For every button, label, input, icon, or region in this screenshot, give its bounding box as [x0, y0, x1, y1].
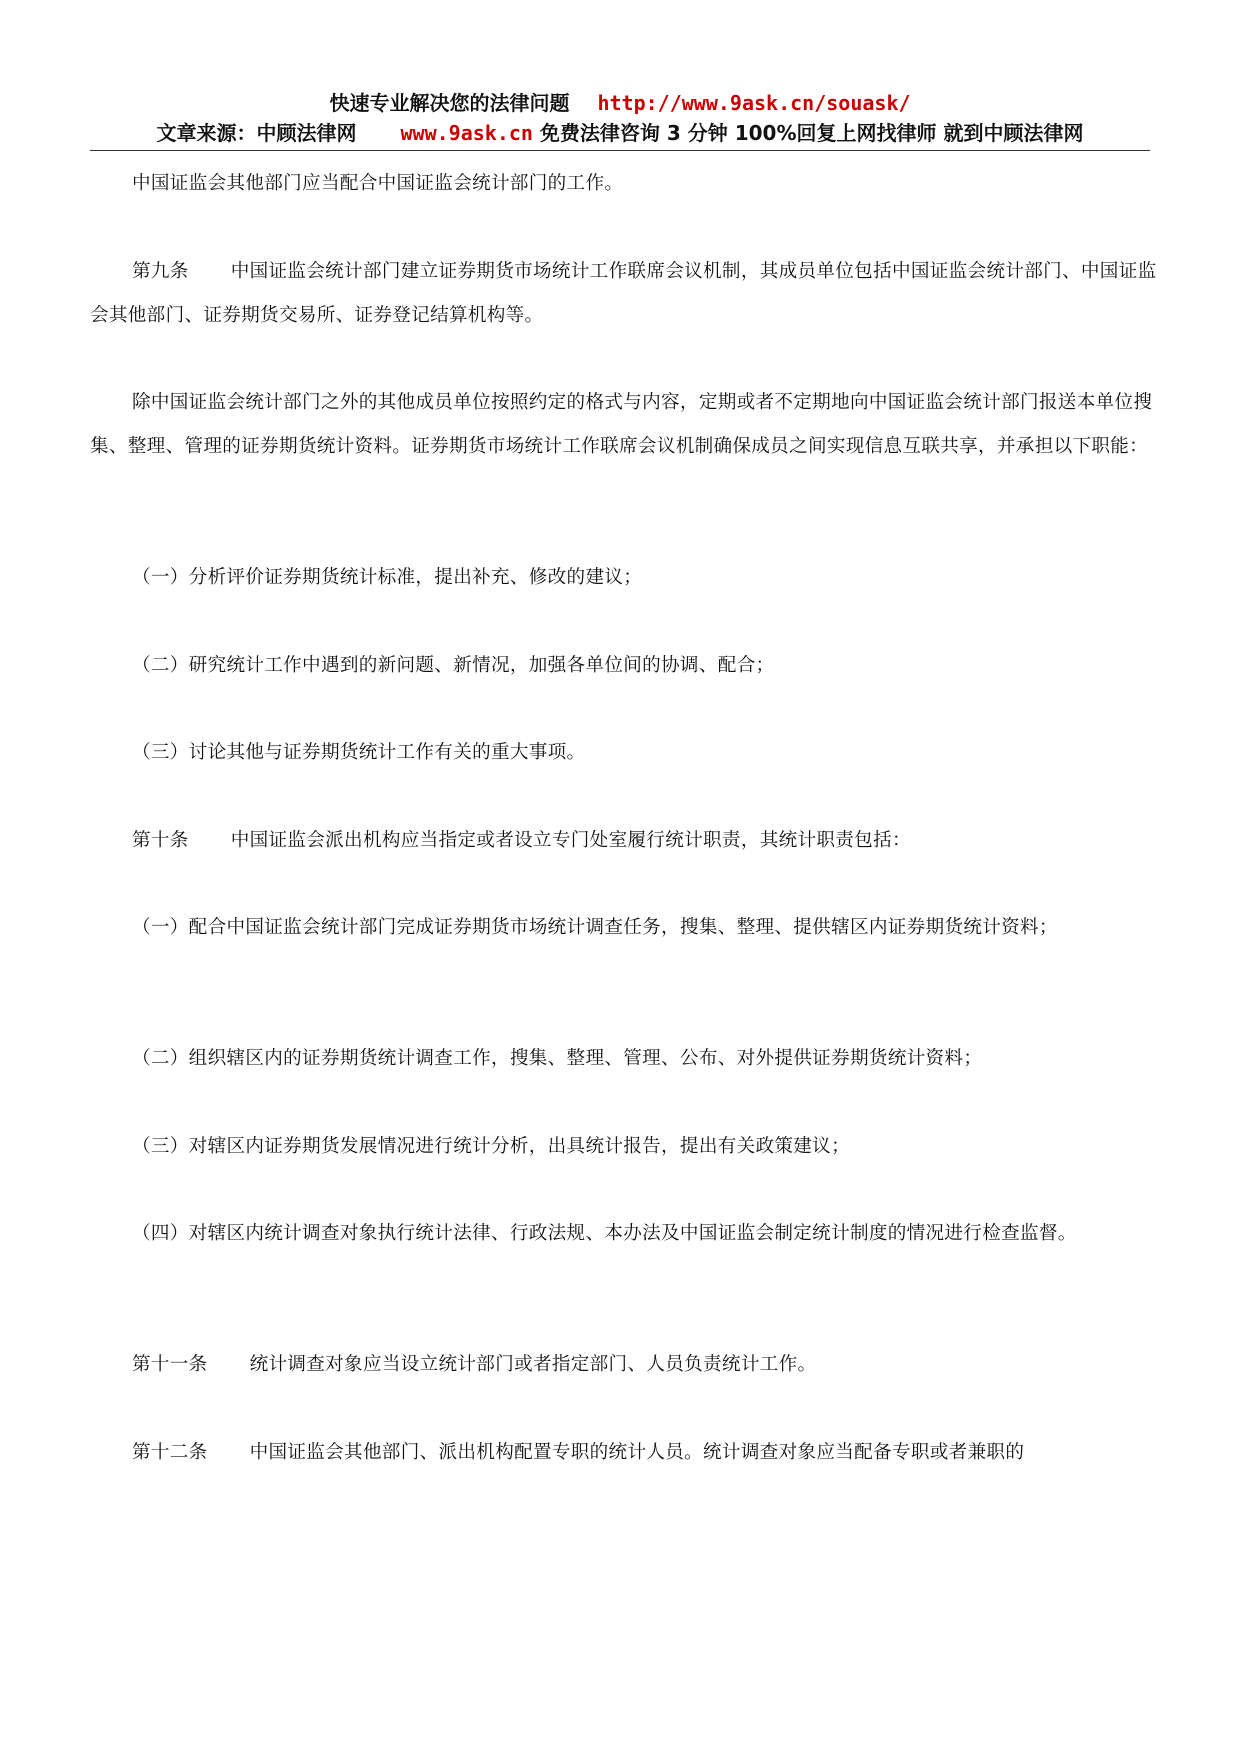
list-item	[90, 556, 1158, 600]
header-source: 文章来源：中顾法律网	[156, 121, 357, 145]
header-divider	[90, 150, 1150, 151]
list-item-text: （二）组织辖区内的证券期货统计调查工作，搜集、整理、管理、公布、对外提供证券期货统计资料；	[132, 1048, 983, 1069]
list-item	[90, 1212, 1158, 1256]
list-item-text: （三）讨论其他与证券期货统计工作有关的重大事项。	[132, 742, 586, 763]
article-label: 第十条	[132, 830, 189, 851]
list-item	[90, 906, 1158, 950]
paragraph	[90, 162, 1158, 206]
list-item-text: （一）分析评价证券期货统计标准，提出补充、修改的建议；	[132, 567, 643, 588]
article-text: 中国证监会其他部门、派出机构配置专职的统计人员。统计调查对象应当配备专职或者兼职的	[249, 1442, 1025, 1463]
header-promo: 免费法律咨询 3 分钟 100%回复上网找律师 就到中顾法律网	[539, 121, 1084, 145]
article-label: 第十二条	[132, 1442, 208, 1463]
header-slogan: 快速专业解决您的法律问题	[329, 91, 570, 115]
article-11	[90, 1343, 1158, 1387]
header-link-9ask[interactable]: www.9ask.cn	[400, 121, 533, 145]
page-header	[90, 88, 1150, 148]
paragraph-text: 中国证监会其他部门应当配合中国证监会统计部门的工作。	[132, 173, 624, 194]
article-text: 中国证监会派出机构应当指定或者设立专门处室履行统计职责，其统计职责包括：	[230, 830, 911, 851]
article-label: 第十一条	[132, 1354, 208, 1375]
article-9	[90, 250, 1158, 338]
paragraph	[90, 381, 1158, 469]
list-item-text: （二）研究统计工作中遇到的新问题、新情况，加强各单位间的协调、配合；	[132, 655, 775, 676]
paragraph-text: 除中国证监会统计部门之外的其他成员单位按照约定的格式与内容，定期或者不定期地向中国证监会统计部门报送本单位搜集、整理、管理的证券期货统计资料。证券期货市场统计工作联席会议机制确保成员之间实现信息互联共享，并承担以下职能：	[90, 392, 1153, 457]
list-item	[90, 644, 1158, 688]
list-item-text: （一）配合中国证监会统计部门完成证券期货市场统计调查任务，搜集、整理、提供辖区内证券期货统计资料；	[132, 917, 1058, 938]
header-line-1	[90, 88, 1150, 118]
list-item	[90, 1125, 1158, 1169]
list-item	[90, 1037, 1158, 1081]
article-text: 统计调查对象应当设立统计部门或者指定部门、人员负责统计工作。	[249, 1354, 817, 1375]
list-item-text: （四）对辖区内统计调查对象执行统计法律、行政法规、本办法及中国证监会制定统计制度的情况进行检查监督。	[132, 1223, 1077, 1244]
article-label: 第九条	[132, 261, 189, 282]
list-item	[90, 731, 1158, 775]
article-10	[90, 819, 1158, 863]
article-text: 中国证监会统计部门建立证券期货市场统计工作联席会议机制，其成员单位包括中国证监会统计部门、中国证监会其他部门、证券期货交易所、证券登记结算机构等。	[90, 261, 1157, 326]
article-12	[90, 1431, 1158, 1475]
list-item-text: （三）对辖区内证券期货发展情况进行统计分析，出具统计报告，提出有关政策建议；	[132, 1136, 850, 1157]
header-link-souask[interactable]: http://www.9ask.cn/souask/	[597, 91, 911, 115]
header-line-2	[90, 118, 1150, 148]
